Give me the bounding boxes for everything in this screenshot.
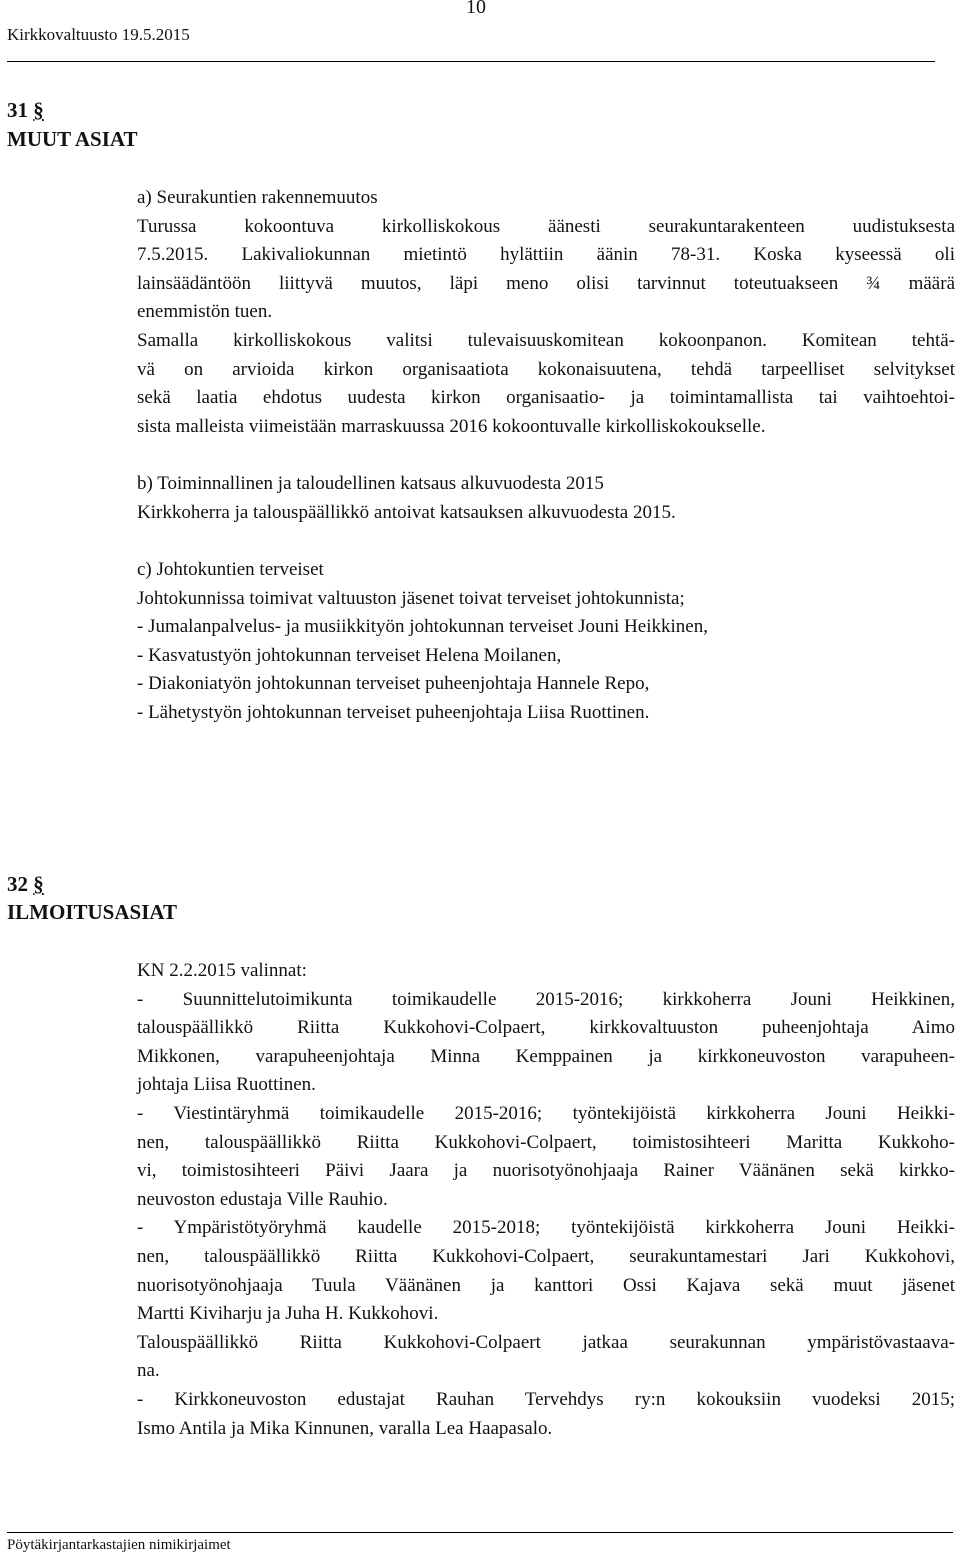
paragraph-line: na. <box>137 1360 160 1382</box>
section-32-intro: KN 2.2.2015 valinnat: <box>137 960 307 981</box>
paragraph-line: lainsäädäntöön liittyvä muutos, läpi meno olisi tarvinnut toteutuakseen ¾ määrä <box>137 272 955 294</box>
section-mark: § <box>33 98 44 122</box>
list-item: - Kasvatustyön johtokunnan terveiset Helena Moilanen, <box>137 644 562 666</box>
document-header-title: Kirkkovaltuusto 19.5.2015 <box>7 25 190 44</box>
section-32-number <box>7 872 44 897</box>
section-number: 31 <box>7 98 28 122</box>
paragraph-line: nen, talouspäällikkö Riitta Kukkohovi-Colpaert, seurakuntamestari Jari Kukkohovi, <box>137 1245 955 1267</box>
paragraph-line: talouspäällikkö Riitta Kukkohovi-Colpaert, kirkkovaltuuston puheenjohtaja Aimo <box>137 1017 955 1039</box>
paragraph-line: vä on arvioida kirkon organisaatiota kokonaisuutena, tehdä tarpeelliset selvitykset <box>137 358 955 380</box>
section-32-title: ILMOITUSASIAT <box>7 900 177 924</box>
paragraph-line: sista malleista viimeistään marraskuussa 2016 kokoontuvalle kirkolliskokoukselle. <box>137 415 766 437</box>
header-rule <box>7 61 935 62</box>
paragraph-line: sekä laatia ehdotus uudesta kirkon organisaatio- ja toimintamallista tai vaihtoehtoi- <box>137 387 955 409</box>
paragraph-line: - Viestintäryhmä toimikaudelle 2015-2016; työntekijöistä kirkkoherra Jouni Heikki- <box>137 1102 955 1124</box>
paragraph-line: neuvoston edustaja Ville Rauhio. <box>137 1188 388 1210</box>
paragraph-line: Mikkonen, varapuheenjohtaja Minna Kemppainen ja kirkkoneuvoston varapuheen- <box>137 1045 955 1067</box>
paragraph-line: nen, talouspäällikkö Riitta Kukkohovi-Colpaert, toimistosihteeri Maritta Kukkoho- <box>137 1131 955 1153</box>
part-b-heading: b) Toiminnallinen ja taloudellinen katsaus alkuvuodesta 2015 <box>137 473 604 494</box>
paragraph-line: - Ympäristötyöryhmä kaudelle 2015-2018; työntekijöistä kirkkoherra Jouni Heikki- <box>137 1217 955 1239</box>
paragraph-line: - Kirkkoneuvoston edustajat Rauhan Tervehdys ry:n kokouksiin vuodeksi 2015; <box>137 1388 955 1410</box>
paragraph-line: enemmistön tuen. <box>137 301 273 323</box>
footer-rule <box>7 1532 953 1533</box>
section-number: 32 <box>7 872 28 896</box>
paragraph-line: Kirkkoherra ja talouspäällikkö antoivat katsauksen alkuvuodesta 2015. <box>137 501 676 523</box>
paragraph-line: - Suunnittelutoimikunta toimikaudelle 2015-2016; kirkkoherra Jouni Heikkinen, <box>137 988 955 1010</box>
section-32-body <box>137 957 955 1443</box>
list-item: - Diakoniatyön johtokunnan terveiset puheenjohtaja Hannele Repo, <box>137 673 650 695</box>
paragraph-line: Samalla kirkolliskokous valitsi tulevaisuuskomitean kokoonpanon. Komitean tehtä- <box>137 329 955 351</box>
section-31-number <box>7 98 44 123</box>
section-mark: § <box>33 872 44 896</box>
section-31-title: MUUT ASIAT <box>7 127 138 151</box>
paragraph-line: Ismo Antila ja Mika Kinnunen, varalla Lea Haapasalo. <box>137 1417 553 1439</box>
paragraph-line: Talouspäällikkö Riitta Kukkohovi-Colpaert jatkaa seurakunnan ympäristövastaava- <box>137 1331 955 1353</box>
part-a-heading: a) Seurakuntien rakennemuutos <box>137 187 378 208</box>
part-c-heading: c) Johtokuntien terveiset <box>137 559 324 580</box>
paragraph-line: Johtokunnissa toimivat valtuuston jäsenet toivat terveiset johtokunnista; <box>137 587 685 609</box>
page-number: 10 <box>466 0 486 18</box>
list-item: - Jumalanpalvelus- ja musiikkityön johtokunnan terveiset Jouni Heikkinen, <box>137 616 708 638</box>
section-31-part-a <box>137 184 955 441</box>
paragraph-line: Martti Kiviharju ja Juha H. Kukkohovi. <box>137 1303 439 1325</box>
section-31-part-b <box>137 470 955 527</box>
section-31-part-c <box>137 556 955 728</box>
paragraph-line: Turussa kokoontuva kirkolliskokous äänesti seurakuntarakenteen uudistuksesta <box>137 215 955 237</box>
paragraph-line: johtaja Liisa Ruottinen. <box>137 1074 316 1096</box>
footer-signature-label: Pöytäkirjantarkastajien nimikirjaimet <box>7 1537 231 1553</box>
list-item: - Lähetystyön johtokunnan terveiset puheenjohtaja Liisa Ruottinen. <box>137 701 650 723</box>
paragraph-line: vi, toimistosihteeri Päivi Jaara ja nuorisotyönohjaaja Rainer Väänänen sekä kirkko- <box>137 1160 955 1182</box>
paragraph-line: nuorisotyönohjaaja Tuula Väänänen ja kanttori Ossi Kajava sekä muut jäsenet <box>137 1274 955 1296</box>
paragraph-line: 7.5.2015. Lakivaliokunnan mietintö hylättiin äänin 78-31. Koska kyseessä oli <box>137 244 955 266</box>
